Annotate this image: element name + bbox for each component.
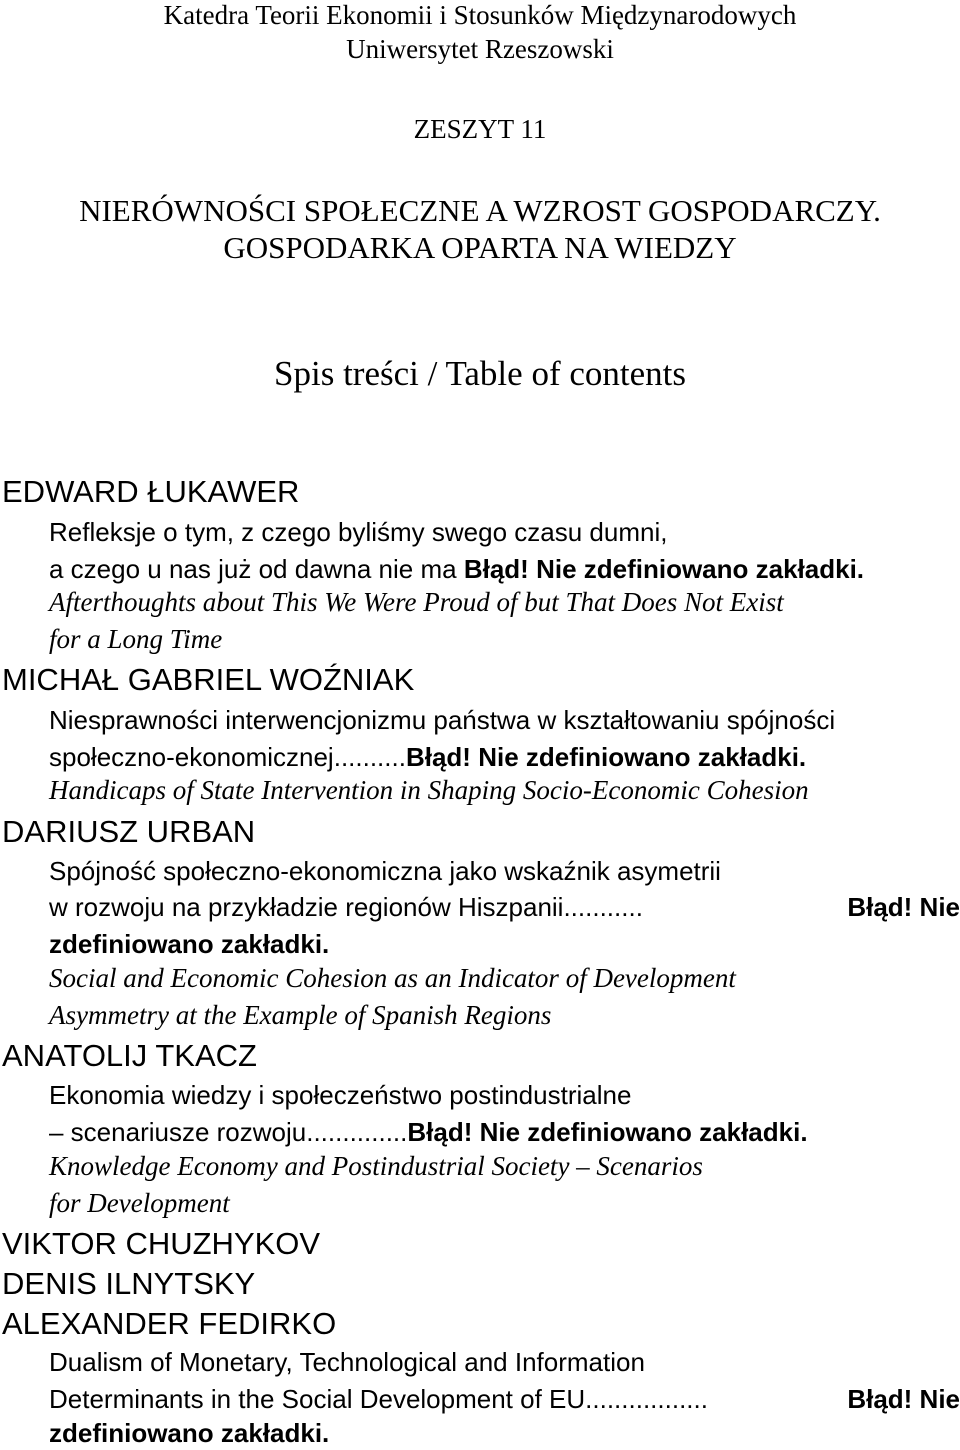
- entry-title-en: Knowledge Economy and Postindustrial Society – Scenarios: [49, 1151, 703, 1181]
- issue-number: ZESZYT 11: [413, 114, 547, 144]
- entry-title-en-cont: Asymmetry at the Example of Spanish Regions: [49, 1000, 552, 1030]
- entry-title-pl-text: w rozwoju na przykładzie regionów Hiszpanii: [49, 892, 564, 922]
- entry-title-pl: Dualism of Monetary, Technological and Information: [49, 1347, 645, 1377]
- entry-title-pl: Ekonomia wiedzy i społeczeństwo postindustrialne: [49, 1080, 632, 1110]
- entry-author: DARIUSZ URBAN: [2, 814, 256, 849]
- entry-title-pl-cont: [49, 892, 960, 923]
- entry-title-pl-text: a czego u nas już od dawna nie ma: [49, 554, 457, 584]
- entry-title-pl-text: Determinants in the Social Development of EU: [49, 1384, 586, 1414]
- entry-author: MICHAŁ GABRIEL WOŹNIAK: [2, 662, 415, 697]
- entry-title-en-cont: for a Long Time: [49, 624, 223, 654]
- bookmark-error: Błąd! Nie: [847, 1384, 960, 1414]
- leader-dots: .................: [585, 1384, 708, 1414]
- leader-dots: ..............: [306, 1117, 408, 1147]
- entry-author: VIKTOR CHUZHYKOV: [2, 1226, 321, 1261]
- entry-title-en: Afterthoughts about This We Were Proud of but That Does Not Exist: [49, 587, 784, 617]
- entry-title-pl-cont: [49, 554, 864, 585]
- bookmark-error: Błąd! Nie zdefiniowano zakładki.: [407, 1117, 808, 1147]
- entry-title-en-cont: for Development: [49, 1188, 230, 1218]
- bookmark-error: Błąd! Nie zdefiniowano zakładki.: [463, 554, 865, 584]
- entry-author: ANATOLIJ TKACZ: [2, 1038, 257, 1073]
- entry-title-en: Social and Economic Cohesion as an Indicator of Development: [49, 963, 736, 993]
- entry-title-pl-text: społeczno-ekonomicznej: [49, 742, 334, 772]
- entry-title-pl: Spójność społeczno-ekonomiczna jako wskaźnik asymetrii: [49, 856, 721, 886]
- entry-title-pl: Refleksje o tym, z czego byliśmy swego czasu dumni,: [49, 517, 668, 547]
- entry-title-pl-cont: [49, 742, 806, 773]
- volume-title-line2: GOSPODARKA OPARTA NA WIEDZY: [223, 230, 737, 265]
- toc-heading: Spis treści / Table of contents: [274, 354, 686, 393]
- bookmark-error: Błąd! Nie: [847, 892, 960, 922]
- entry-author: EDWARD ŁUKAWER: [2, 474, 300, 509]
- university-name: Uniwersytet Rzeszowski: [346, 34, 614, 64]
- leader-dots: ..........: [333, 742, 406, 772]
- bookmark-error: Błąd! Nie zdefiniowano zakładki.: [405, 742, 807, 772]
- volume-title-line1: NIERÓWNOŚCI SPOŁECZNE A WZROST GOSPODARCZY.: [79, 193, 881, 228]
- leader-dots: ...........: [563, 892, 643, 922]
- bookmark-error-cont: zdefiniowano zakładki.: [49, 929, 330, 959]
- entry-author: ALEXANDER FEDIRKO: [2, 1306, 337, 1341]
- entry-title-en: Handicaps of State Intervention in Shaping Socio-Economic Cohesion: [49, 775, 809, 805]
- entry-title-pl: Niesprawności interwencjonizmu państwa w kształtowaniu spójności: [49, 705, 836, 735]
- bookmark-error-cont: zdefiniowano zakładki.: [49, 1418, 330, 1448]
- entry-title-pl-text: – scenariusze rozwoju: [49, 1117, 307, 1147]
- department-name: Katedra Teorii Ekonomii i Stosunków Międzynarodowych: [163, 0, 797, 30]
- entry-title-pl-cont: [49, 1117, 808, 1148]
- entry-author: DENIS ILNYTSKY: [2, 1266, 256, 1301]
- entry-title-pl-cont: [49, 1384, 960, 1415]
